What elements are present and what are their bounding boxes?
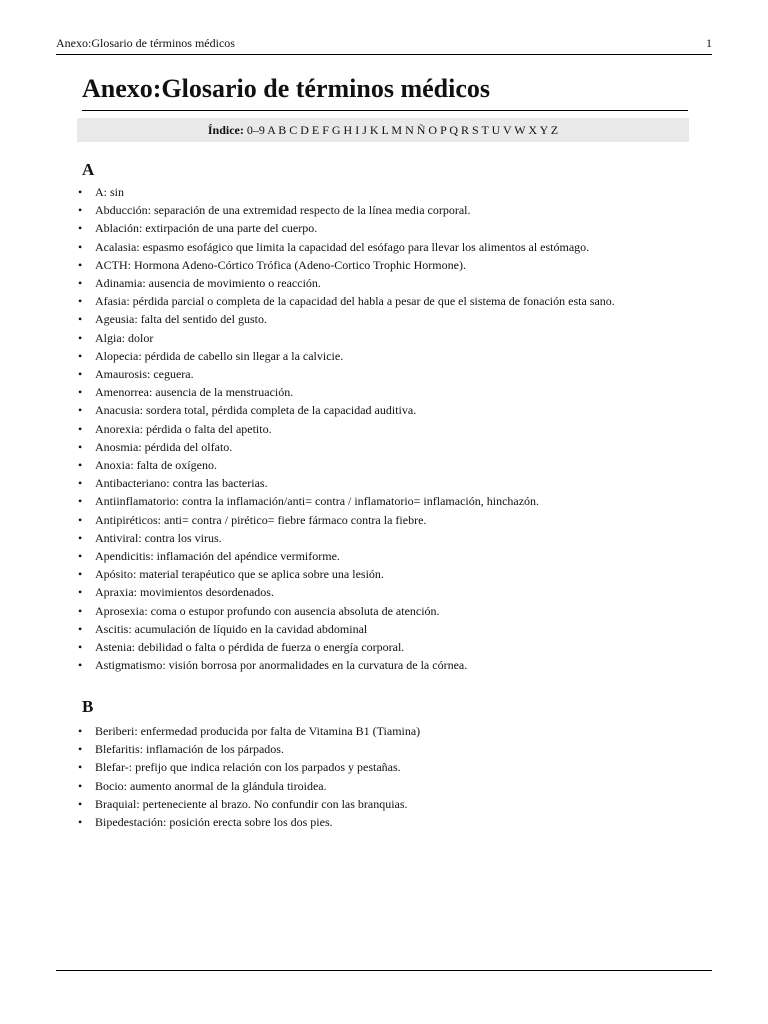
- entry-text: Afasia: pérdida parcial o completa de la capacidad del habla a pesar de que el sistema de fonación esta sano.: [95, 294, 615, 309]
- bullet-icon: •: [78, 494, 83, 509]
- bullet-icon: •: [78, 221, 83, 236]
- list-item: [78, 511, 728, 529]
- entry-text: Beriberi: enfermedad producida por falta de Vitamina B1 (Tiamina): [95, 724, 421, 738]
- entry-text: Blefar-: prefijo que indica relación con los parpados y pestañas.: [95, 760, 401, 775]
- index-letters[interactable]: 0–9 A B C D E F G H I J K L M N Ñ O P Q R S T U V W X Y Z: [246, 123, 559, 137]
- bullet-icon: •: [78, 621, 83, 636]
- section-heading-b: B: [82, 697, 94, 716]
- bullet-icon: •: [78, 239, 83, 254]
- entry-text: Bocio: aumento anormal de la glándula tiroidea.: [95, 778, 327, 793]
- list-item: [78, 347, 728, 365]
- bullet-icon: •: [78, 512, 83, 527]
- bullet-icon: •: [78, 348, 83, 363]
- footer-rule: [56, 970, 712, 971]
- bullet-icon: •: [78, 815, 83, 830]
- bullet-icon: •: [78, 403, 83, 418]
- list-item: [78, 492, 728, 510]
- bullet-icon: •: [78, 603, 83, 618]
- bullet-icon: •: [78, 385, 83, 400]
- entry-text: Anacusia: sordera total, pérdida completa de la capacidad auditiva.: [95, 403, 417, 418]
- bullet-icon: •: [78, 658, 83, 673]
- list-item: [78, 474, 728, 492]
- bullet-icon: •: [78, 476, 83, 491]
- running-header-title: Anexo:Glosario de términos médicos: [56, 36, 235, 50]
- section-heading-a: A: [82, 160, 95, 179]
- bullet-icon: •: [78, 185, 83, 199]
- bullet-icon: •: [78, 724, 83, 738]
- entry-text: Antipiréticos: anti= contra / pirético= fiebre fármaco contra la fiebre.: [95, 512, 427, 527]
- list-item: [78, 238, 728, 256]
- list-item: [78, 383, 728, 401]
- entry-text: Ascitis: acumulación de líquido en la cavidad abdominal: [95, 621, 368, 636]
- list-item: [78, 529, 728, 547]
- list-item: [78, 602, 728, 620]
- entry-text: Amenorrea: ausencia de la menstruación.: [95, 385, 294, 400]
- entry-text: Abducción: separación de una extremidad respecto de la línea media corporal.: [95, 203, 471, 218]
- list-item: [78, 438, 728, 456]
- entry-text: Blefaritis: inflamación de los párpados.: [95, 742, 284, 757]
- bullet-icon: •: [78, 567, 83, 582]
- entry-text: Amaurosis: ceguera.: [95, 367, 194, 382]
- list-item: [78, 183, 728, 201]
- bullet-icon: •: [78, 549, 83, 564]
- bullet-icon: •: [78, 312, 83, 327]
- index-label: Índice:: [207, 123, 244, 137]
- entry-text: Antiinflamatorio: contra la inflamación/anti= contra / inflamatorio= inflamación, hinchazón.: [95, 494, 540, 509]
- entry-text: Ablación: extirpación de una parte del cuerpo.: [95, 221, 318, 236]
- entry-text: Ageusia: falta del sentido del gusto.: [95, 312, 267, 327]
- list-item: [78, 420, 728, 438]
- bullet-icon: •: [78, 640, 83, 655]
- bullet-icon: •: [78, 330, 83, 345]
- entry-text: Acalasia: espasmo esofágico que limita la capacidad del esófago para llevar los alimentos al estómago.: [95, 239, 590, 254]
- bullet-icon: •: [78, 778, 83, 793]
- list-item: [78, 456, 728, 474]
- entry-text: Anoxia: falta de oxígeno.: [95, 458, 217, 473]
- entry-text: Anosmia: pérdida del olfato.: [95, 439, 233, 454]
- bullet-icon: •: [78, 742, 83, 757]
- list-item: [78, 777, 728, 795]
- bullet-icon: •: [78, 276, 83, 291]
- entry-text: Adinamia: ausencia de movimiento o reacción.: [95, 276, 321, 291]
- bullet-icon: •: [78, 203, 83, 218]
- bullet-icon: •: [78, 421, 83, 436]
- list-item: [78, 201, 728, 219]
- bullet-icon: •: [78, 367, 83, 382]
- bullet-icon: •: [78, 796, 83, 811]
- entry-text: Apendicitis: inflamación del apéndice vermiforme.: [95, 549, 340, 564]
- page-title: Anexo:Glosario de términos médicos: [82, 70, 688, 111]
- entry-text: Apósito: material terapéutico que se aplica sobre una lesión.: [95, 567, 384, 582]
- list-item: [78, 638, 728, 656]
- entry-text: Antibacteriano: contra las bacterias.: [95, 476, 268, 491]
- entry-text: Bipedestación: posición erecta sobre los dos pies.: [95, 815, 333, 830]
- bullet-icon: •: [78, 760, 83, 775]
- list-item: [78, 365, 728, 383]
- entry-text: Anorexia: pérdida o falta del apetito.: [95, 421, 272, 436]
- running-header: [56, 34, 712, 55]
- bullet-icon: •: [78, 257, 83, 272]
- bullet-icon: •: [78, 458, 83, 473]
- entry-text: Alopecia: pérdida de cabello sin llegar a la calvicie.: [95, 348, 344, 363]
- list-item: [78, 256, 728, 274]
- entry-text: A: sin: [95, 185, 125, 199]
- bullet-icon: •: [78, 530, 83, 545]
- list-item: [78, 292, 728, 310]
- list-item: [78, 620, 728, 638]
- entry-text: Antiviral: contra los virus.: [95, 530, 222, 545]
- list-item: [78, 565, 728, 583]
- bullet-icon: •: [78, 439, 83, 454]
- list-item: [78, 329, 728, 347]
- list-item: [78, 310, 728, 328]
- glossary-list-b: [78, 722, 728, 831]
- list-item: [78, 740, 728, 758]
- entry-text: Apraxia: movimientos desordenados.: [95, 585, 274, 600]
- entry-text: Astigmatismo: visión borrosa por anormalidades en la curvatura de la córnea.: [95, 658, 468, 673]
- entry-text: Astenia: debilidad o falta o pérdida de fuerza o energía corporal.: [95, 640, 405, 655]
- list-item: [78, 401, 728, 419]
- entry-text: Braquial: perteneciente al brazo. No confundir con las branquias.: [95, 796, 408, 811]
- bullet-icon: •: [78, 585, 83, 600]
- page-number: 1: [706, 36, 712, 50]
- entry-text: Algia: dolor: [95, 330, 154, 345]
- bullet-icon: •: [78, 294, 83, 309]
- glossary-list-a: [78, 183, 728, 674]
- list-item: [78, 583, 728, 601]
- list-item: [78, 795, 728, 813]
- entry-text: Aprosexia: coma o estupor profundo con ausencia absoluta de atención.: [95, 603, 440, 618]
- list-item: [78, 547, 728, 565]
- list-item: [78, 813, 728, 831]
- index-bar: [77, 118, 689, 142]
- list-item: [78, 219, 728, 237]
- list-item: [78, 722, 728, 740]
- list-item: [78, 656, 728, 674]
- list-item: [78, 274, 728, 292]
- entry-text: ACTH: Hormona Adeno-Córtico Trófica (Adeno-Cortico Trophic Hormone).: [95, 257, 466, 272]
- list-item: [78, 758, 728, 776]
